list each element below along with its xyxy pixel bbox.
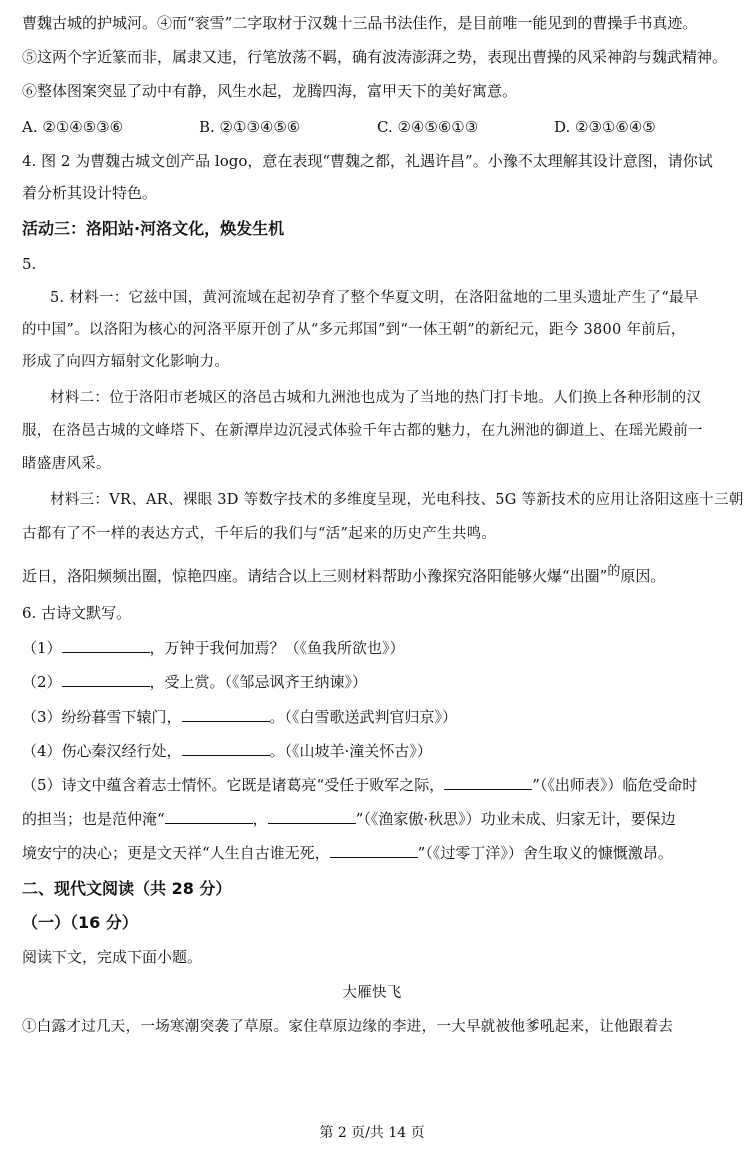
material-2-line: 服，在洛邑古城的文峰塔下、在新潭岸边沉浸式体验千年古都的魅力，在九洲池的御道上、在瑶光殿前一 [22, 423, 703, 439]
item-text: 。（《白雪歌送武判官归京》） [269, 708, 458, 726]
recitation-item-1 [22, 638, 744, 658]
answer-blank[interactable] [268, 809, 356, 824]
answer-blank[interactable] [62, 672, 150, 687]
answer-blank[interactable] [182, 707, 270, 722]
option-a: A. ②①④⑤③⑥ [22, 118, 124, 136]
material-3-line: 古都有了不一样的表达方式，千年后的我们与“活”起来的历史产生共鸣。 [22, 526, 497, 542]
answer-blank[interactable] [62, 638, 150, 653]
answer-blank[interactable] [165, 809, 253, 824]
item-text: （5）诗文中蕴含着志士情怀。它既是诸葛亮“受任于败军之际， [22, 776, 445, 794]
item-label: （2） [22, 673, 62, 691]
task-superscript: 的 [607, 564, 621, 579]
item-label: （1） [22, 639, 62, 657]
task-text: 近日，洛阳频频出圈，惊艳四座。请结合以上三则材料帮助小豫探究洛阳能够火爆“出圈” [22, 567, 608, 585]
option-b: B. ②①③④⑤⑥ [199, 118, 301, 136]
section-heading: 二、现代文阅读（共 28 分） [22, 879, 232, 898]
item-text: ， [252, 810, 268, 828]
recitation-item-5-line [22, 843, 744, 863]
material-3-line: 材料三：VR、AR、裸眼 3D 等数字技术的多维度呈现，光电科技、5G 等新技术的应用让洛阳这座十三朝 [50, 492, 744, 508]
item-text: 的担当；也是范仲淹“ [22, 810, 165, 828]
activity-heading: 活动三：洛阳站·河洛文化，焕发生机 [22, 219, 285, 238]
item-text: ，受上赏。（《邹忌讽齐王纳谏》） [149, 673, 368, 691]
text-line: 曹魏古城的护城河。④而“衮雪”二字取材于汉魏十三品书法佳作，是目前唯一能见到的曹操手书真迹。 [22, 14, 698, 32]
material-1-line: 的中国”。以洛阳为核心的河洛平原开创了从“多元邦国”到“一体王朝”的新纪元，距今 3800 年前后， [22, 322, 686, 338]
recitation-item-2 [22, 672, 744, 692]
material-2-line: 睹盛唐风采。 [22, 456, 111, 472]
item-text: 境安宁的决心；更是文天祥“人生自古谁无死， [22, 844, 330, 862]
recitation-item-5-line [22, 775, 744, 795]
recitation-item-4 [22, 741, 744, 761]
article-title: 大雁快飞 [342, 985, 402, 1001]
text-line: ⑥整体图案突显了动中有静，风生水起，龙腾四海，富甲天下的美好寓意。 [22, 82, 518, 100]
question-4-line: 着分析其设计特色。 [22, 184, 158, 202]
answer-blank[interactable] [330, 843, 418, 858]
item-text: 。（《山坡羊·潼关怀古》） [269, 742, 432, 760]
item-text: ”（《出师表》）临危受命时 [532, 776, 698, 794]
recitation-item-5-line [22, 809, 744, 829]
question-6-title: 6. 古诗文默写。 [22, 604, 132, 622]
question-5-number: 5. [22, 255, 37, 273]
item-text: ”（《过零丁洋》）舍生取义的慷慨激昂。 [417, 844, 673, 862]
option-c: C. ②④⑤⑥①③ [377, 118, 479, 136]
item-text: （3）纷纷暮雪下辕门， [22, 708, 182, 726]
task-text: 原因。 [620, 567, 666, 585]
material-2-line: 材料二：位于洛阳市老城区的洛邑古城和九洲池也成为了当地的热门打卡地。人们换上各种形制的汉 [50, 390, 702, 406]
answer-blank[interactable] [182, 741, 270, 756]
question-4-line: 4. 图 2 为曹魏古城文创产品 logo，意在表现“曹魏之都，礼遇许昌”。小豫不太理解其设计意图，请你试 [22, 152, 713, 170]
instruction-text: 阅读下文，完成下面小题。 [22, 948, 203, 966]
option-d: D. ②③①⑥④⑤ [554, 118, 656, 136]
text-line: ⑤这两个字近篆而非，属隶又违，行笔放荡不羁，确有波涛澎湃之势，表现出曹操的风采神韵与魏武精神。 [22, 48, 728, 66]
answer-blank[interactable] [444, 775, 532, 790]
recitation-item-3 [22, 707, 744, 727]
item-text: ”（《渔家傲·秋思》）功业未成、归家无计，要保边 [355, 810, 676, 828]
part-heading: （一）（16 分） [22, 913, 138, 932]
material-1-line: 5. 材料一：它兹中国，黄河流域在起初孕育了整个华夏文明，在洛阳盆地的二里头遗址产生了“最早 [50, 290, 699, 306]
item-text: ，万钟于我何加焉？（《鱼我所欲也》） [149, 639, 405, 657]
article-paragraph: ①白露才过几天，一场寒潮突袭了草原。家住草原边缘的李进，一大早就被他爹吼起来，让他跟着去 [22, 1019, 674, 1035]
question-5-task [22, 566, 744, 588]
page-footer: 第 2 页/共 14 页 [319, 1125, 425, 1141]
material-1-line: 形成了向四方辐射文化影响力。 [22, 354, 230, 370]
item-text: （4）伤心秦汉经行处， [22, 742, 182, 760]
